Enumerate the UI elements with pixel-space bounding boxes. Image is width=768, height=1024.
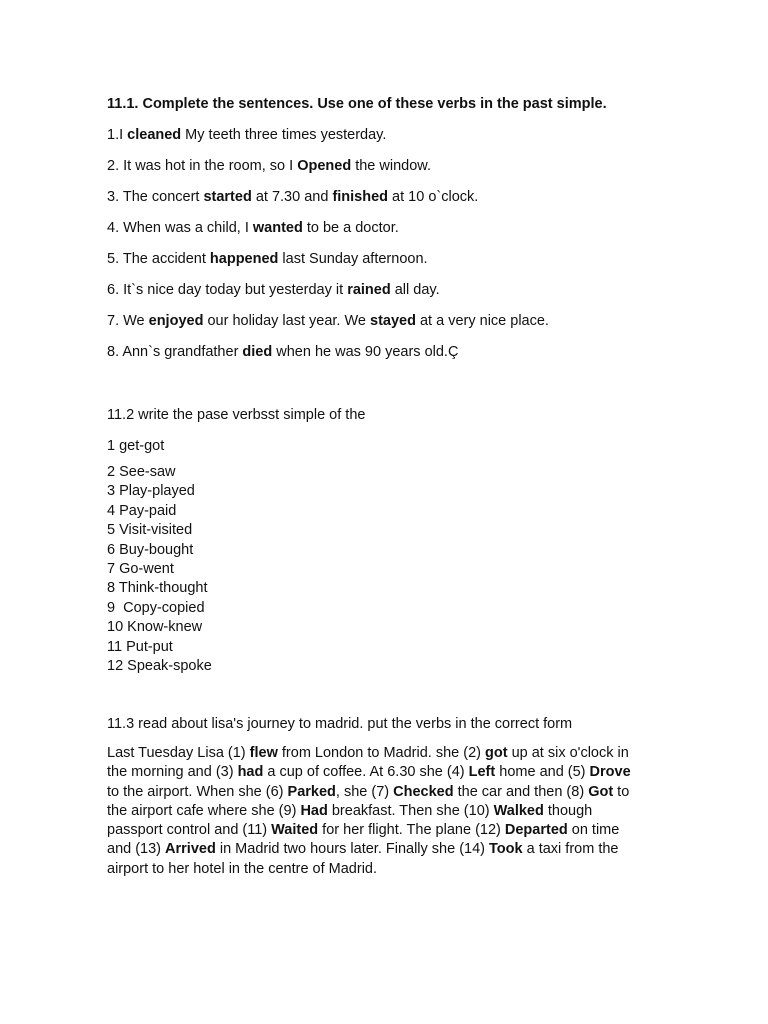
sentence-text: the morning and (3)	[107, 764, 238, 781]
sentence-line	[107, 344, 707, 361]
sentence-text: , she (7)	[335, 783, 394, 800]
paragraph-line	[107, 860, 667, 879]
answer-verb: Drove	[589, 764, 631, 781]
paragraph-line	[107, 821, 667, 840]
sentence-text: when he was 90 years old.Ç	[272, 344, 459, 360]
answer-verb: enjoyed	[148, 313, 204, 329]
sentence-text: the window.	[351, 158, 431, 174]
sentence-text: last Sunday afternoon.	[278, 251, 428, 267]
exercise-11-3-heading: 11.3 read about lisa's journey to madrid. put the verbs in the correct form	[107, 716, 573, 732]
sentence-line	[107, 127, 707, 144]
sentence-line	[107, 282, 707, 299]
answer-verb: Departed	[504, 822, 568, 839]
sentence-text: at a very nice place.	[415, 313, 549, 329]
exercise-11-1-sentences	[107, 127, 707, 375]
paragraph-line	[107, 840, 667, 859]
sentence-text: the airport cafe where she (9)	[107, 802, 301, 819]
answer-verb: had	[237, 764, 264, 781]
exercise-11-2-verb-list	[107, 463, 212, 676]
answer-verb: started	[203, 189, 252, 205]
sentence-line	[107, 220, 707, 237]
sentence-text: a taxi from the	[522, 841, 619, 858]
sentence-text: from London to Madrid. she (2)	[277, 745, 486, 761]
verb-list-item: 7 Go-went	[107, 560, 174, 577]
paragraph-line	[107, 802, 667, 821]
sentence-text: on time	[567, 822, 620, 839]
sentence-text: My teeth three times yesterday.	[181, 127, 387, 143]
answer-verb: Opened	[297, 158, 352, 174]
sentence-text: 6. It`s nice day today but yesterday it	[107, 282, 348, 298]
answer-verb: Arrived	[165, 841, 216, 858]
sentence-text: our holiday last year. We	[203, 313, 371, 329]
answer-verb: Took	[489, 841, 523, 858]
answer-verb: Got	[588, 783, 614, 800]
exercise-11-2-heading: 11.2 write the pase verbsst simple of the	[107, 407, 366, 423]
exercise-11-3-paragraph	[107, 744, 667, 879]
sentence-text: all day.	[390, 282, 440, 298]
verb-list-item: 8 Think-thought	[107, 580, 208, 597]
sentence-text: to the airport. When she (6)	[107, 783, 288, 800]
exercise-11-1-title: 11.1. Complete the sentences. Use one of these verbs in the past simple.	[107, 96, 607, 112]
sentence-line	[107, 251, 707, 268]
sentence-text: the car and then (8)	[453, 783, 589, 800]
sentence-text: passport control and (11)	[107, 822, 272, 839]
sentence-text: to be a doctor.	[302, 220, 399, 236]
paragraph-line	[107, 783, 667, 802]
verb-list-item: 3 Play-played	[107, 483, 195, 500]
sentence-text: 5. The accident	[107, 251, 210, 267]
answer-verb: Left	[468, 764, 496, 781]
answer-verb: got	[485, 745, 508, 761]
answer-verb: Walked	[493, 802, 544, 819]
sentence-text: a cup of coffee. At 6.30 she (4)	[263, 764, 469, 781]
sentence-text: 2. It was hot in the room, so I	[107, 158, 298, 174]
answer-verb: cleaned	[127, 127, 182, 143]
verb-list-item: 2 See-saw	[107, 464, 176, 480]
sentence-text: Last Tuesday Lisa (1)	[107, 745, 250, 761]
sentence-text: for her flight. The plane (12)	[318, 822, 505, 839]
sentence-text: at 7.30 and	[251, 189, 333, 205]
sentence-text: 4. When was a child, I	[107, 220, 253, 236]
verb-list-item: 10 Know-knew	[107, 619, 203, 636]
paragraph-line	[107, 763, 667, 782]
sentence-text: though	[543, 802, 593, 819]
verb-list-item: 11 Put-put	[107, 638, 173, 655]
sentence-text: at 10 o`clock.	[388, 189, 479, 205]
sentence-text: up at six o'clock in	[507, 745, 629, 761]
verb-list-item: 6 Buy-bought	[107, 541, 194, 558]
sentence-text: 3. The concert	[107, 189, 204, 205]
verb-list-item: 5 Visit-visited	[107, 522, 193, 539]
exercise-11-2-first-item: 1 get-got	[107, 438, 165, 454]
verb-list-item: 9 Copy-copied	[107, 599, 205, 616]
verb-list-item: 12 Speak-spoke	[107, 657, 212, 674]
paragraph-line	[107, 744, 667, 763]
sentence-line	[107, 158, 707, 175]
sentence-line	[107, 313, 707, 330]
answer-verb: happened	[209, 251, 279, 267]
answer-verb: Checked	[393, 783, 454, 800]
answer-verb: Had	[300, 802, 328, 819]
answer-verb: Parked	[287, 783, 336, 800]
sentence-text: to	[613, 783, 630, 800]
sentence-text: airport to her hotel in the centre of Madrid.	[107, 860, 378, 877]
sentence-text: and (13)	[107, 841, 166, 858]
sentence-text: in Madrid two hours later. Finally she (14)	[215, 841, 490, 858]
sentence-text: 7. We	[107, 313, 149, 329]
answer-verb: rained	[347, 282, 391, 298]
sentence-text: breakfast. Then she (10)	[327, 802, 494, 819]
answer-verb: stayed	[370, 313, 416, 329]
verb-list-item: 4 Pay-paid	[107, 502, 177, 519]
sentence-line	[107, 189, 707, 206]
answer-verb: wanted	[252, 220, 303, 236]
answer-verb: Waited	[271, 822, 319, 839]
answer-verb: finished	[332, 189, 389, 205]
sentence-text: 1.I	[107, 127, 128, 143]
sentence-text: home and (5)	[495, 764, 590, 781]
sentence-text: 8. Ann`s grandfather	[107, 344, 243, 360]
answer-verb: flew	[249, 745, 278, 761]
answer-verb: died	[242, 344, 273, 360]
